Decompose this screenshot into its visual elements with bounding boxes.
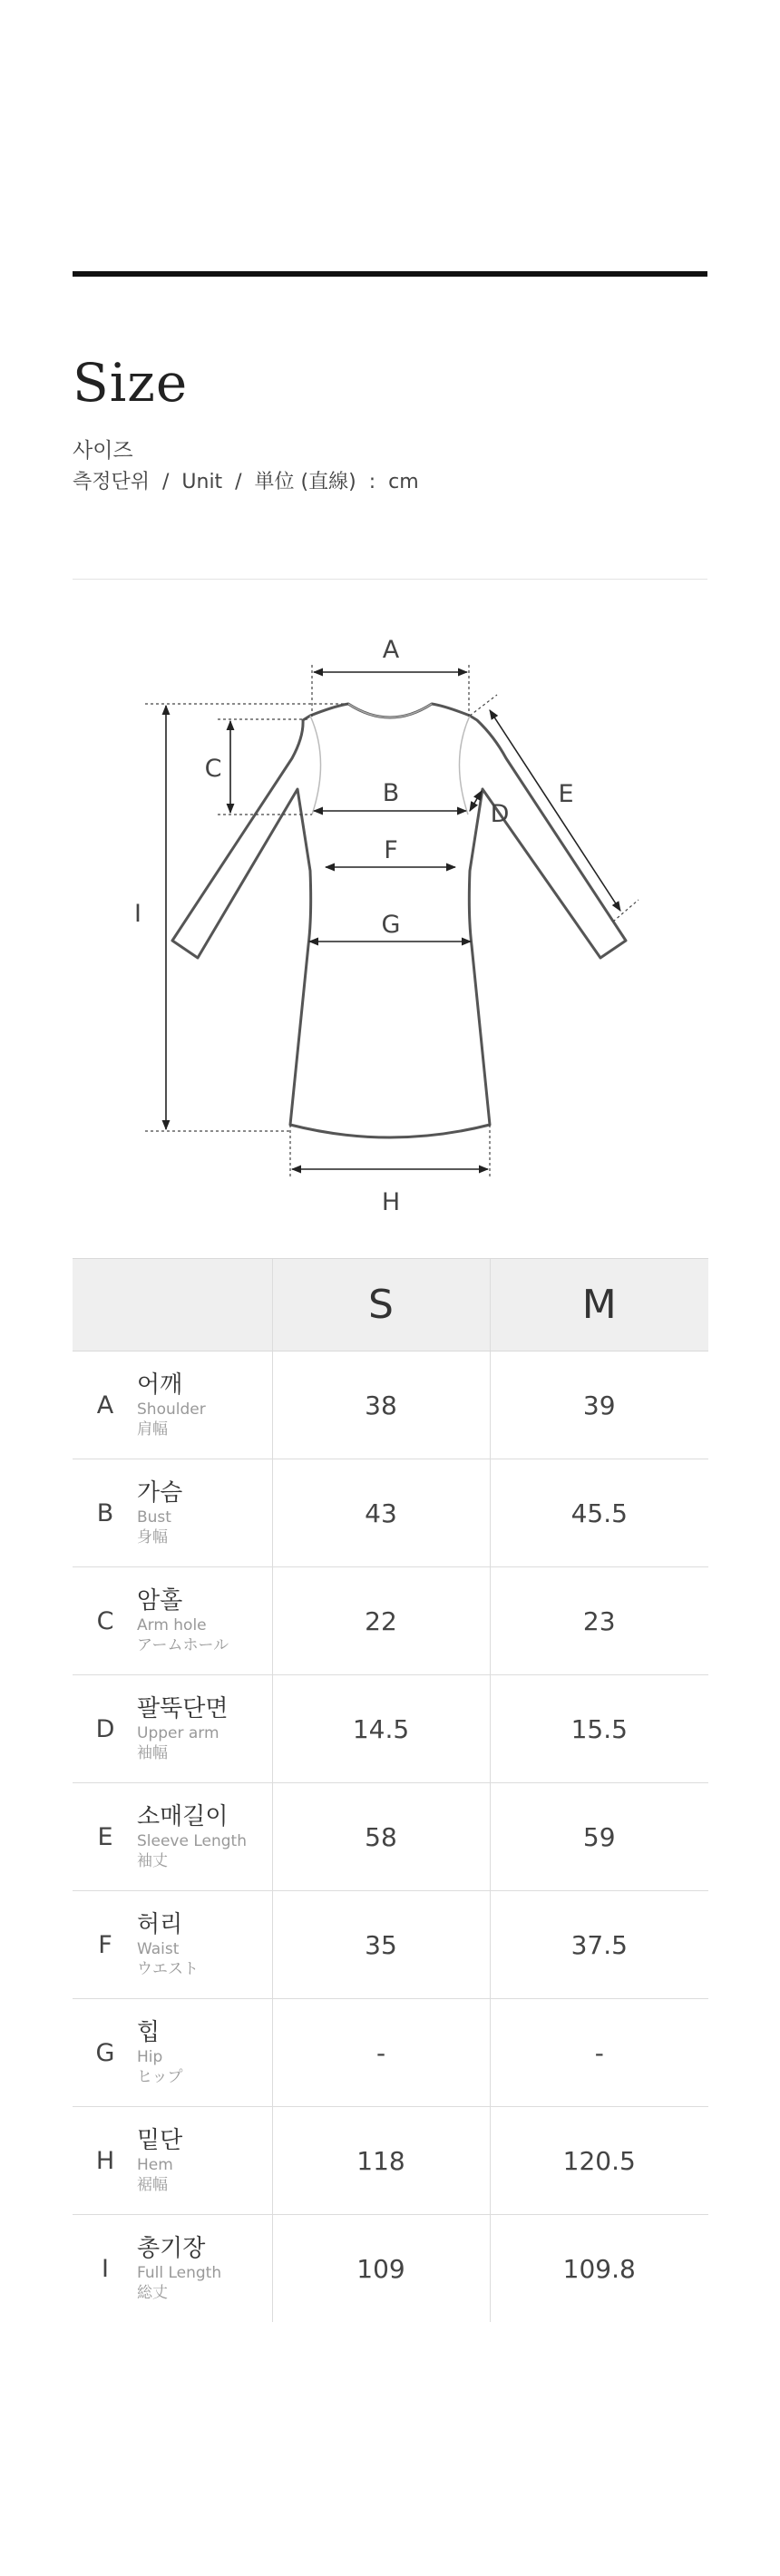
row-name-ko: 소매길이	[137, 1803, 229, 1830]
label-D: D	[490, 800, 510, 828]
row-name-ko: 팔뚝단면	[137, 1695, 229, 1722]
label-I: I	[134, 900, 141, 928]
measure-E	[490, 710, 620, 911]
value-s: 38	[272, 1351, 490, 1459]
row-name-ja: ウエスト	[137, 1960, 199, 1978]
size-table	[73, 1258, 708, 2322]
row-name-ko: 가슴	[137, 1479, 183, 1507]
row-label-cell	[73, 1999, 272, 2107]
row-name-ja: 袖幅	[137, 1744, 168, 1762]
header-cell-s: S	[272, 1259, 490, 1351]
value-m: -	[490, 1999, 708, 2107]
row-letter: C	[96, 1606, 114, 1635]
row-name-en: Hip	[137, 2048, 163, 2066]
row-name-en: Shoulder	[137, 1400, 206, 1419]
row-name-ja: 肩幅	[137, 1420, 168, 1439]
table-row	[73, 1783, 708, 1891]
armhole-right	[459, 716, 470, 815]
value-s: 35	[272, 1891, 490, 1999]
row-label-cell	[73, 2107, 272, 2215]
header-cell-m: M	[490, 1259, 708, 1351]
value-m: 15.5	[490, 1675, 708, 1783]
value-m: 109.8	[490, 2215, 708, 2323]
page-title: Size	[73, 352, 189, 414]
table-row	[73, 1567, 708, 1675]
value-m: 59	[490, 1783, 708, 1891]
value-s: 109	[272, 2215, 490, 2323]
row-label-cell	[73, 1891, 272, 1999]
row-name-ko: 힙	[137, 2019, 161, 2046]
label-C: C	[204, 755, 222, 783]
table-row	[73, 1459, 708, 1567]
row-name-ja: 袖丈	[137, 1852, 168, 1870]
row-name-ko: 암홀	[137, 1587, 183, 1615]
row-letter: B	[96, 1498, 114, 1527]
value-s: 14.5	[272, 1675, 490, 1783]
row-name-ko: 허리	[137, 1911, 183, 1938]
label-H: H	[381, 1188, 401, 1216]
row-letter: D	[95, 1714, 115, 1743]
row-name-en: Upper arm	[137, 1724, 219, 1742]
value-s: 43	[272, 1459, 490, 1567]
row-label-cell	[73, 1783, 272, 1891]
row-name-ja: ヒップ	[137, 2068, 183, 2086]
table-row	[73, 1999, 708, 2107]
row-name-en: Waist	[137, 1940, 180, 1958]
value-m: 120.5	[490, 2107, 708, 2215]
label-B: B	[382, 779, 400, 807]
row-name-ko: 총기장	[137, 2235, 206, 2262]
row-name-ja: 裾幅	[137, 2176, 168, 2194]
row-name-ja: 総丈	[137, 2284, 168, 2302]
row-letter: G	[95, 2038, 115, 2067]
table-row	[73, 1891, 708, 1999]
row-name-en: Sleeve Length	[137, 1832, 247, 1850]
table-row	[73, 2107, 708, 2215]
row-label-cell	[73, 1567, 272, 1675]
value-m: 39	[490, 1351, 708, 1459]
label-A: A	[382, 636, 400, 664]
row-letter: E	[97, 1822, 113, 1851]
row-label-cell	[73, 1351, 272, 1459]
row-name-en: Hem	[137, 2156, 173, 2174]
row-label-cell	[73, 1459, 272, 1567]
row-name-ja: アームホール	[137, 1636, 229, 1654]
row-name-ko: 밑단	[137, 2127, 183, 2154]
table-header-row	[73, 1259, 708, 1351]
value-s: 58	[272, 1783, 490, 1891]
row-name-ja: 身幅	[137, 1528, 168, 1547]
table-row	[73, 2215, 708, 2323]
value-s: 118	[272, 2107, 490, 2215]
table-row	[73, 1675, 708, 1783]
value-s: -	[272, 1999, 490, 2107]
row-letter: F	[98, 1930, 112, 1959]
row-letter: A	[96, 1390, 114, 1420]
label-E: E	[558, 780, 574, 808]
dress-measurement-diagram	[0, 0, 780, 1234]
value-m: 37.5	[490, 1891, 708, 1999]
row-label-cell	[73, 1675, 272, 1783]
value-m: 23	[490, 1567, 708, 1675]
armhole-left	[310, 716, 321, 815]
value-s: 22	[272, 1567, 490, 1675]
header-cell-blank	[73, 1259, 272, 1351]
label-G: G	[381, 911, 401, 939]
row-letter: I	[102, 2254, 109, 2283]
label-F: F	[384, 836, 398, 864]
row-label-cell	[73, 2215, 272, 2323]
table-row	[73, 1351, 708, 1459]
row-letter: H	[95, 2146, 115, 2175]
row-name-ko: 어깨	[137, 1371, 183, 1399]
row-name-en: Full Length	[137, 2264, 222, 2282]
row-name-en: Arm hole	[137, 1616, 207, 1634]
value-m: 45.5	[490, 1459, 708, 1567]
row-name-en: Bust	[137, 1508, 171, 1527]
unit-line: 측정단위 / Unit / 単位 (直線) : cm	[73, 471, 419, 493]
page-subtitle: 사이즈	[73, 439, 133, 463]
neckline	[348, 704, 432, 717]
